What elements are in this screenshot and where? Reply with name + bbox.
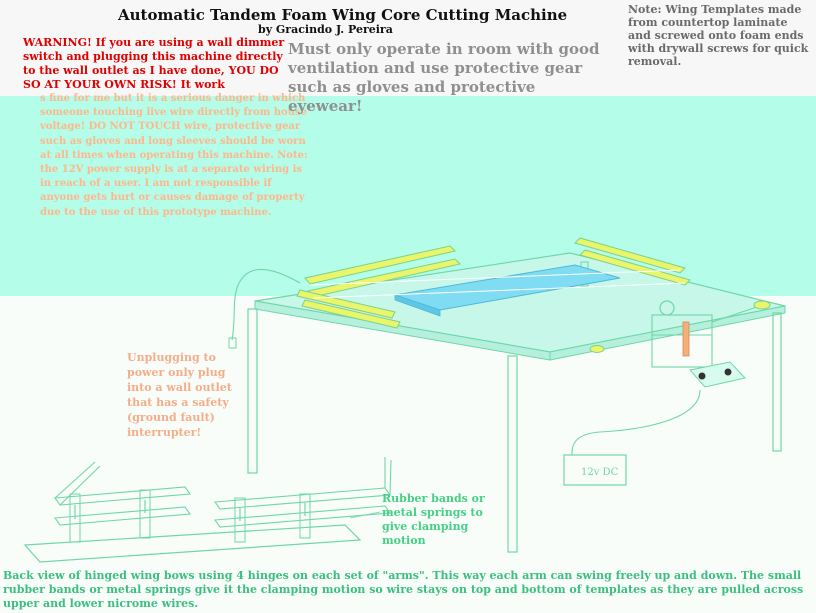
warning-text-continued: s fine for me but it is a serious danger in which someone touching live wire directly from house voltage! DO NOT TOUCH wire, protective gear such as gloves and long sleeves should be worn at all times when operating this machine. Note: the 12V power supply is at a separate wiring is in reach of a user. I am not responsible if anyone gets hurt or causes damage of property due to the use of this prototype machine. <box>40 93 308 218</box>
ventilation-warning: Must only operate in room with good ventilation and use protective gear such as gloves and protective eyewear! <box>288 40 600 115</box>
warning-text: WARNING! If you are using a wall dimmer switch and plugging this machine directly to the wall outlet as I have done, YOU DO SO AT YOUR OWN RISK! It work <box>23 36 285 91</box>
pulley-right <box>754 301 770 309</box>
author-byline: by Gracindo J. Pereira <box>258 23 393 36</box>
dimmer-knob <box>699 373 705 379</box>
hinge-arm-right-lower <box>215 506 390 527</box>
pulley-clamp <box>683 322 689 356</box>
plug-note: Unplugging to power only plug into a wall outlet that has a safety (ground fault) interrupter! <box>127 351 232 439</box>
template-note: Note: Wing Templates made from countertop laminate and screwed onto foam ends with drywall screws for quick removal. <box>628 3 809 68</box>
power-cord <box>572 390 700 455</box>
table-leg-front-center <box>508 356 517 552</box>
page-title: Automatic Tandem Foam Wing Core Cutting Machine <box>118 6 568 24</box>
control-box <box>690 362 745 387</box>
clamp-springs <box>75 500 305 521</box>
power-supply-label: 12v DC <box>581 467 619 478</box>
table-leg-front-left <box>248 309 257 473</box>
pulley-front <box>590 346 604 353</box>
rubber-band-note: Rubber bands or metal springs to give clamping motion <box>382 492 485 547</box>
table-leg-front-right <box>773 313 781 451</box>
hinge-caption: Back view of hinged wing bows using 4 hinges on each set of "arms". This way each arm can swing freely up and down. The small rubber bands or metal springs give it the clamping motion so wire stays on top and bottom of templates as they are pulled across upper and lower nicrome wires. <box>3 569 804 610</box>
switch-knob <box>725 369 731 375</box>
